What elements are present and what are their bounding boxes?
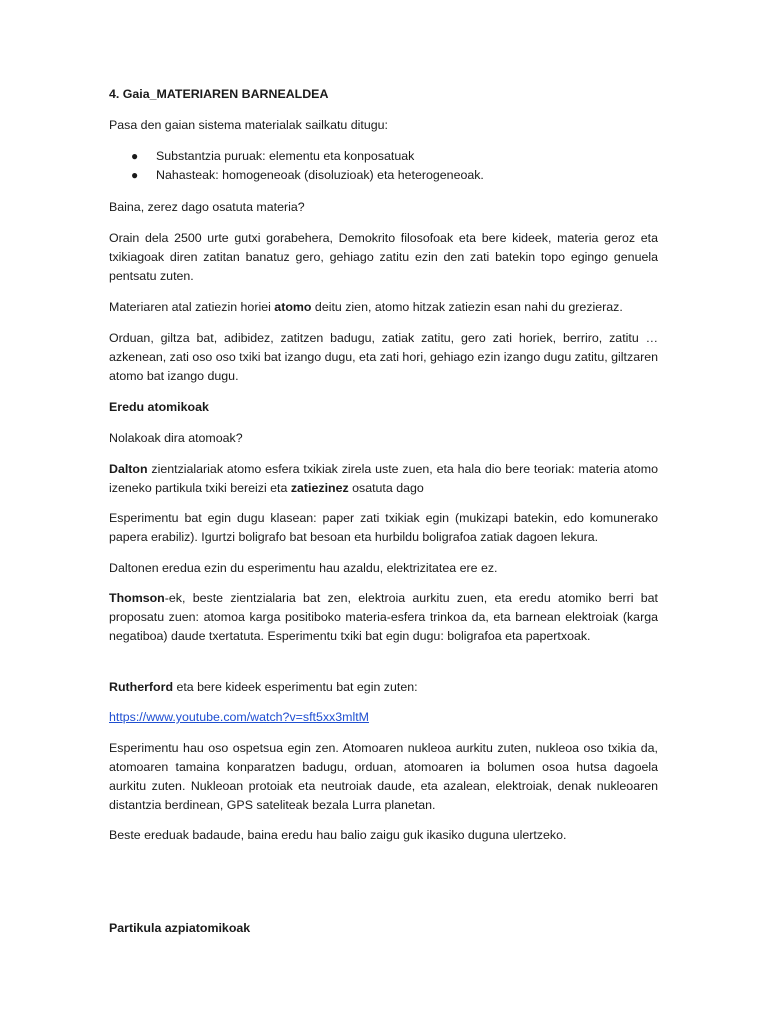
- question-paragraph: Nolakoak dira atomoak?: [109, 431, 243, 445]
- atomo-term: atomo: [274, 300, 312, 314]
- bullet-icon: ●: [131, 149, 139, 163]
- esperimentu-paragraph: Esperimentu bat egin dugu klasean: paper zati txikiak egin (mukizapi batekin, edo komunerako papera erabiliz). Igurtzi boligrafo bat besoan eta hurbildu boligrafoa zatiak dagoen lekura.: [109, 511, 658, 544]
- dalton-paragraph: Dalton zientzialariak atomo esfera txikiak zirela uste zuen, eta hala dio bere teoriak: materia atomo izeneko partikula txiki bereizi eta zatiezinez osatuta dago: [109, 462, 658, 495]
- nukleoa-paragraph: Esperimentu hau oso ospetsua egin zen. Atomoaren nukleoa aurkitu zuten, nukleoa oso txikia da, atomoaren tamaina konparatzen badugu, orduan, atomoaren ia bolumen osoa hutsa dagoela aurkitu zuten. Nukleoan protoiak eta neutroiak daude, eta azalean, elektroiak, denak nukleoaren distantzia berdinean, GPS sateliteak bezala Lurra planetan.: [109, 741, 658, 812]
- beste-paragraph: Beste ereduak badaude, baina eredu hau balio zaigu guk ikasiko duguna ulertzeko.: [109, 828, 567, 842]
- list-item: [109, 166, 658, 185]
- section-heading: 4. Gaia_MATERIAREN BARNEALDEA: [109, 87, 329, 101]
- thomson-term: Thomson: [109, 591, 165, 605]
- youtube-link[interactable]: https://www.youtube.com/watch?v=sft5xx3mltM: [109, 710, 369, 724]
- bullet-icon: ●: [131, 168, 139, 182]
- subheading-partikula: Partikula azpiatomikoak: [109, 921, 251, 935]
- daltonen-paragraph: Daltonen eredua ezin du esperimentu hau azaldu, elektrizitatea ere ez.: [109, 561, 498, 575]
- thomson-paragraph: Thomson-ek, beste zientzialaria bat zen, elektroia aurkitu zuen, eta eredu atomiko berri bat proposatu zuen: atomoa karga positiboko materia-esfera trinkoa da, eta barnean elektroiak (karga negatiboa) daude txertatuta. Esperimentu txiki bat egin dugu: boligrafoa eta papertxoak.: [109, 591, 658, 643]
- subheading-eredu: Eredu atomikoak: [109, 400, 209, 414]
- dalton-term: Dalton: [109, 462, 148, 476]
- question-paragraph: Baina, zerez dago osatuta materia?: [109, 200, 305, 214]
- intro-paragraph: Pasa den gaian sistema materialak sailkatu ditugu:: [109, 118, 388, 132]
- rutherford-term: Rutherford: [109, 680, 174, 694]
- youtube-link-line: [109, 708, 658, 727]
- atomo-paragraph: Materiaren atal zatiezin horiei atomo deitu zien, atomo hitzak zatiezin esan nahi du grezieraz.: [109, 300, 623, 314]
- zatiezinez-term: zatiezinez: [290, 481, 349, 495]
- demokrito-paragraph: Orain dela 2500 urte gutxi gorabehera, Demokrito filosofoak eta bere kideek, materia geroz eta txikiagoak diren zatitan banatuz gero, gehiago zatitu ezin den zati batekin topo egingo genuela pentsatu zuten.: [109, 231, 658, 283]
- giltza-paragraph: Orduan, giltza bat, adibidez, zatitzen badugu, zatiak zatitu, gero zati horiek, berriro, zatitu … azkenean, zati oso oso txiki bat izango dugu, eta zati hori, gehiago ezin izango dugu zatitu, giltzaren atomo bat izango dugu.: [109, 331, 658, 383]
- list-item-text: Substantzia puruak: elementu eta konposatuak: [156, 149, 415, 163]
- list-item: [109, 147, 658, 166]
- bullet-list: [109, 147, 658, 185]
- rutherford-paragraph: Rutherford eta bere kideek esperimentu bat egin zuten:: [109, 680, 418, 694]
- list-item-text: Nahasteak: homogeneoak (disoluzioak) eta heterogeneoak.: [156, 168, 484, 182]
